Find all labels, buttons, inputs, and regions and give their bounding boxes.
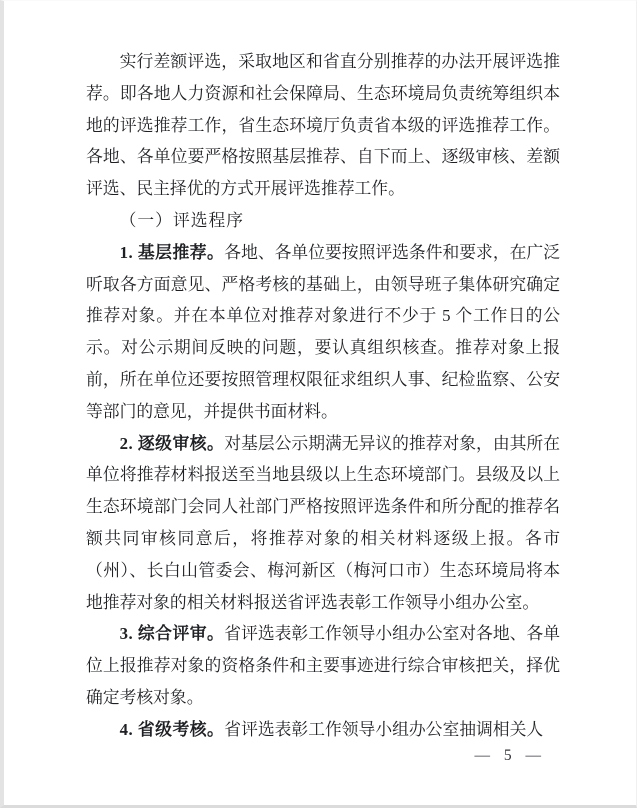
step-2-lead: 2. 逐级审核。 (119, 433, 225, 453)
step-4-text: 省评选表彰工作领导小组办公室抽调相关人 (224, 719, 544, 739)
step-3-lead: 3. 综合评审。 (119, 624, 225, 644)
section-heading-text: （一）评选程序 (119, 210, 245, 230)
document-body (86, 46, 560, 746)
step-1-text: 各地、各单位要按照评选条件和要求，在广泛听取各方面意见、严格考核的基础上，由领导班子集体研究确定推荐对象。并在本单位对推荐对象进行不少于 5 个工作日的公示。对公示期间反映的问题，要认真组织核查。推荐对象上报前，所在单位还要按照管理权限征求组织人事、纪检监察、公安等部门的意见，并提供书面材料。 (86, 242, 560, 421)
paragraph-intro (86, 46, 560, 205)
step-4-lead: 4. 省级考核。 (119, 719, 225, 739)
paragraph-step-3 (86, 618, 560, 713)
step-3-text: 省评选表彰工作领导小组办公室对各地、各单位上报推荐对象的资格条件和主要事迹进行综合审核把关，择优确定考核对象。 (86, 624, 560, 707)
paragraph-step-1 (86, 237, 560, 428)
page-number: — 5 — (474, 747, 546, 764)
paragraph-step-4 (86, 714, 560, 746)
paragraph-text: 实行差额评选，采取地区和省直分别推荐的办法开展评选推荐。即各地人力资源和社会保障局、生态环境局负责统筹组织本地的评选推荐工作，省生态环境厅负责省本级的评选推荐工作。各地、各单位要严格按照基层推荐、自下而上、逐级审核、差额评选、民主择优的方式开展评选推荐工作。 (86, 52, 560, 199)
paragraph-step-2 (86, 428, 560, 619)
step-2-text: 对基层公示期满无异议的推荐对象，由其所在单位将推荐材料报送至当地县级以上生态环境部门。县级及以上生态环境部门会同人社部门严格按照评选条件和所分配的推荐名额共同审核同意后，将推荐对象的相关材料逐级上报。各市（州）、长白山管委会、梅河新区（梅河口市）生态环境局将本地推荐对象的相关材料报送省评选表彰工作领导小组办公室。 (86, 433, 560, 612)
section-heading-procedure (86, 205, 560, 237)
step-1-lead: 1. 基层推荐。 (119, 242, 225, 262)
